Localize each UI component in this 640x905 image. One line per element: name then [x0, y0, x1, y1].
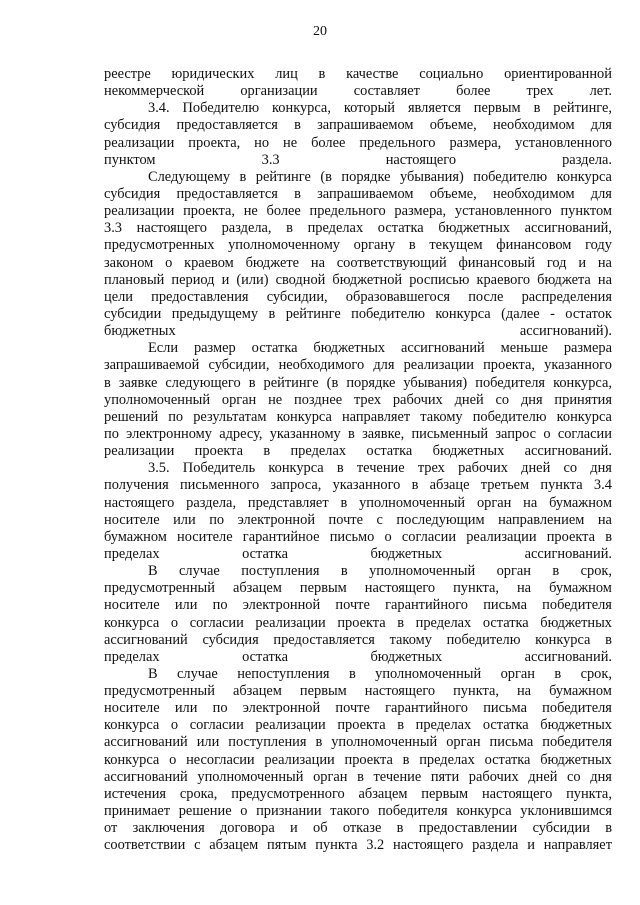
- text-line: запрашиваемой субсидии, необходимого для реализации проекта, указанного: [104, 357, 612, 374]
- text-line: пунктом 3.3 настоящего раздела.: [104, 151, 612, 168]
- paragraph: [104, 460, 612, 563]
- paragraph: [104, 666, 612, 855]
- text-line: конкурса о согласии реализации проекта в пределах остатка бюджетных: [104, 717, 612, 734]
- text-line: цели предоставления субсидии, образовавшегося после распределения: [104, 288, 612, 305]
- text-line: реализации проекта, но не более предельного размера, установленного: [104, 134, 612, 151]
- text-line: пределах остатка бюджетных ассигнований.: [104, 545, 612, 562]
- text-line: предусмотренный абзацем первым настоящего пункта, на бумажном: [104, 580, 612, 597]
- text-line: получения письменного запроса, указанного в абзаце третьем пункта 3.4: [104, 477, 612, 494]
- text-line: истечения срока, предусмотренного абзацем первым настоящего пункта,: [104, 785, 612, 802]
- text-line: ассигнований или поступления в уполномоченный орган письма победителя: [104, 734, 612, 751]
- text-line: В случае непоступления в уполномоченный орган в срок,: [148, 665, 612, 682]
- paragraph: [104, 563, 612, 666]
- text-line: конкурса о согласии реализации проекта в пределах остатка бюджетных: [104, 614, 612, 631]
- text-line: 3.3 настоящего раздела, в пределах остатка бюджетных ассигнований,: [104, 220, 612, 237]
- text-line: соответствии с абзацем пятым пункта 3.2 настоящего раздела и направляет: [104, 837, 612, 854]
- text-line: уполномоченный орган не позднее трех рабочих дней со дня принятия: [104, 391, 612, 408]
- text-line: пределах остатка бюджетных ассигнований.: [104, 648, 612, 665]
- document-body: [104, 66, 612, 854]
- paragraph: [104, 66, 612, 100]
- text-line: по электронному адресу, указанному в заявке, письменный запрос о согласии: [104, 425, 612, 442]
- text-line: ассигнований уполномоченный орган в течение пяти рабочих дней со дня: [104, 768, 612, 785]
- text-line: некоммерческой организации составляет более трех лет.: [104, 83, 612, 100]
- text-line: субсидии предыдущему в рейтинге победителю конкурса (далее - остаток: [104, 305, 612, 322]
- text-line: законом о краевом бюджете на соответствующий финансовый год и на: [104, 254, 612, 271]
- text-line: 3.5. Победитель конкурса в течение трех рабочих дней со дня: [148, 460, 612, 477]
- text-line: носителе или по электронной почте с последующим направлением на: [104, 511, 612, 528]
- text-line: конкурса о несогласии реализации проекта в пределах остатка бюджетных: [104, 751, 612, 768]
- text-line: предусмотренных уполномоченному органу в текущем финансовом году: [104, 237, 612, 254]
- text-line: субсидия предоставляется в запрашиваемом объеме, необходимом для: [104, 117, 612, 134]
- paragraph: [104, 100, 612, 169]
- text-line: субсидия предоставляется в запрашиваемом объеме, необходимом для: [104, 185, 612, 202]
- paragraph: [104, 340, 612, 460]
- text-line: от заключения договора и об отказе в предоставлении субсидии в: [104, 820, 612, 837]
- text-line: В случае поступления в уполномоченный орган в срок,: [148, 563, 612, 580]
- text-line: принимает решение о признании такого победителя конкурса уклонившимся: [104, 803, 612, 820]
- paragraph: [104, 169, 612, 340]
- text-line: настоящего раздела, представляет в уполномоченный орган на бумажном: [104, 494, 612, 511]
- text-line: Если размер остатка бюджетных ассигнований меньше размера: [148, 340, 612, 357]
- text-line: реестре юридических лиц в качестве социально ориентированной: [104, 66, 612, 82]
- text-line: реализации проекта в пределах остатка бюджетных ассигнований.: [104, 443, 612, 460]
- text-line: предусмотренный абзацем первым настоящего пункта, на бумажном: [104, 683, 612, 700]
- text-line: 3.4. Победителю конкурса, который является первым в рейтинге,: [148, 100, 612, 117]
- text-line: ассигнований субсидия предоставляется такому победителю конкурса в: [104, 631, 612, 648]
- text-line: в заявке следующего в рейтинге (в порядке убывания) победителя конкурса,: [104, 374, 612, 391]
- page-number: 20: [313, 24, 327, 39]
- text-line: плановый период и (или) сводной бюджетной росписью краевого бюджета на: [104, 271, 612, 288]
- text-line: реализации проекта, не более предельного размера, установленного пунктом: [104, 203, 612, 220]
- text-line: Следующему в рейтинге (в порядке убывания) победителю конкурса: [148, 168, 612, 185]
- text-line: решений по результатам конкурса направляет такому победителю конкурса: [104, 408, 612, 425]
- text-line: носителе или по электронной почте гарантийного письма победителя: [104, 700, 612, 717]
- text-line: бюджетных ассигнований).: [104, 323, 612, 340]
- text-line: носителе или по электронной почте гарантийного письма победителя: [104, 597, 612, 614]
- text-line: бумажном носителе гарантийное письмо о согласии реализации проекта в: [104, 528, 612, 545]
